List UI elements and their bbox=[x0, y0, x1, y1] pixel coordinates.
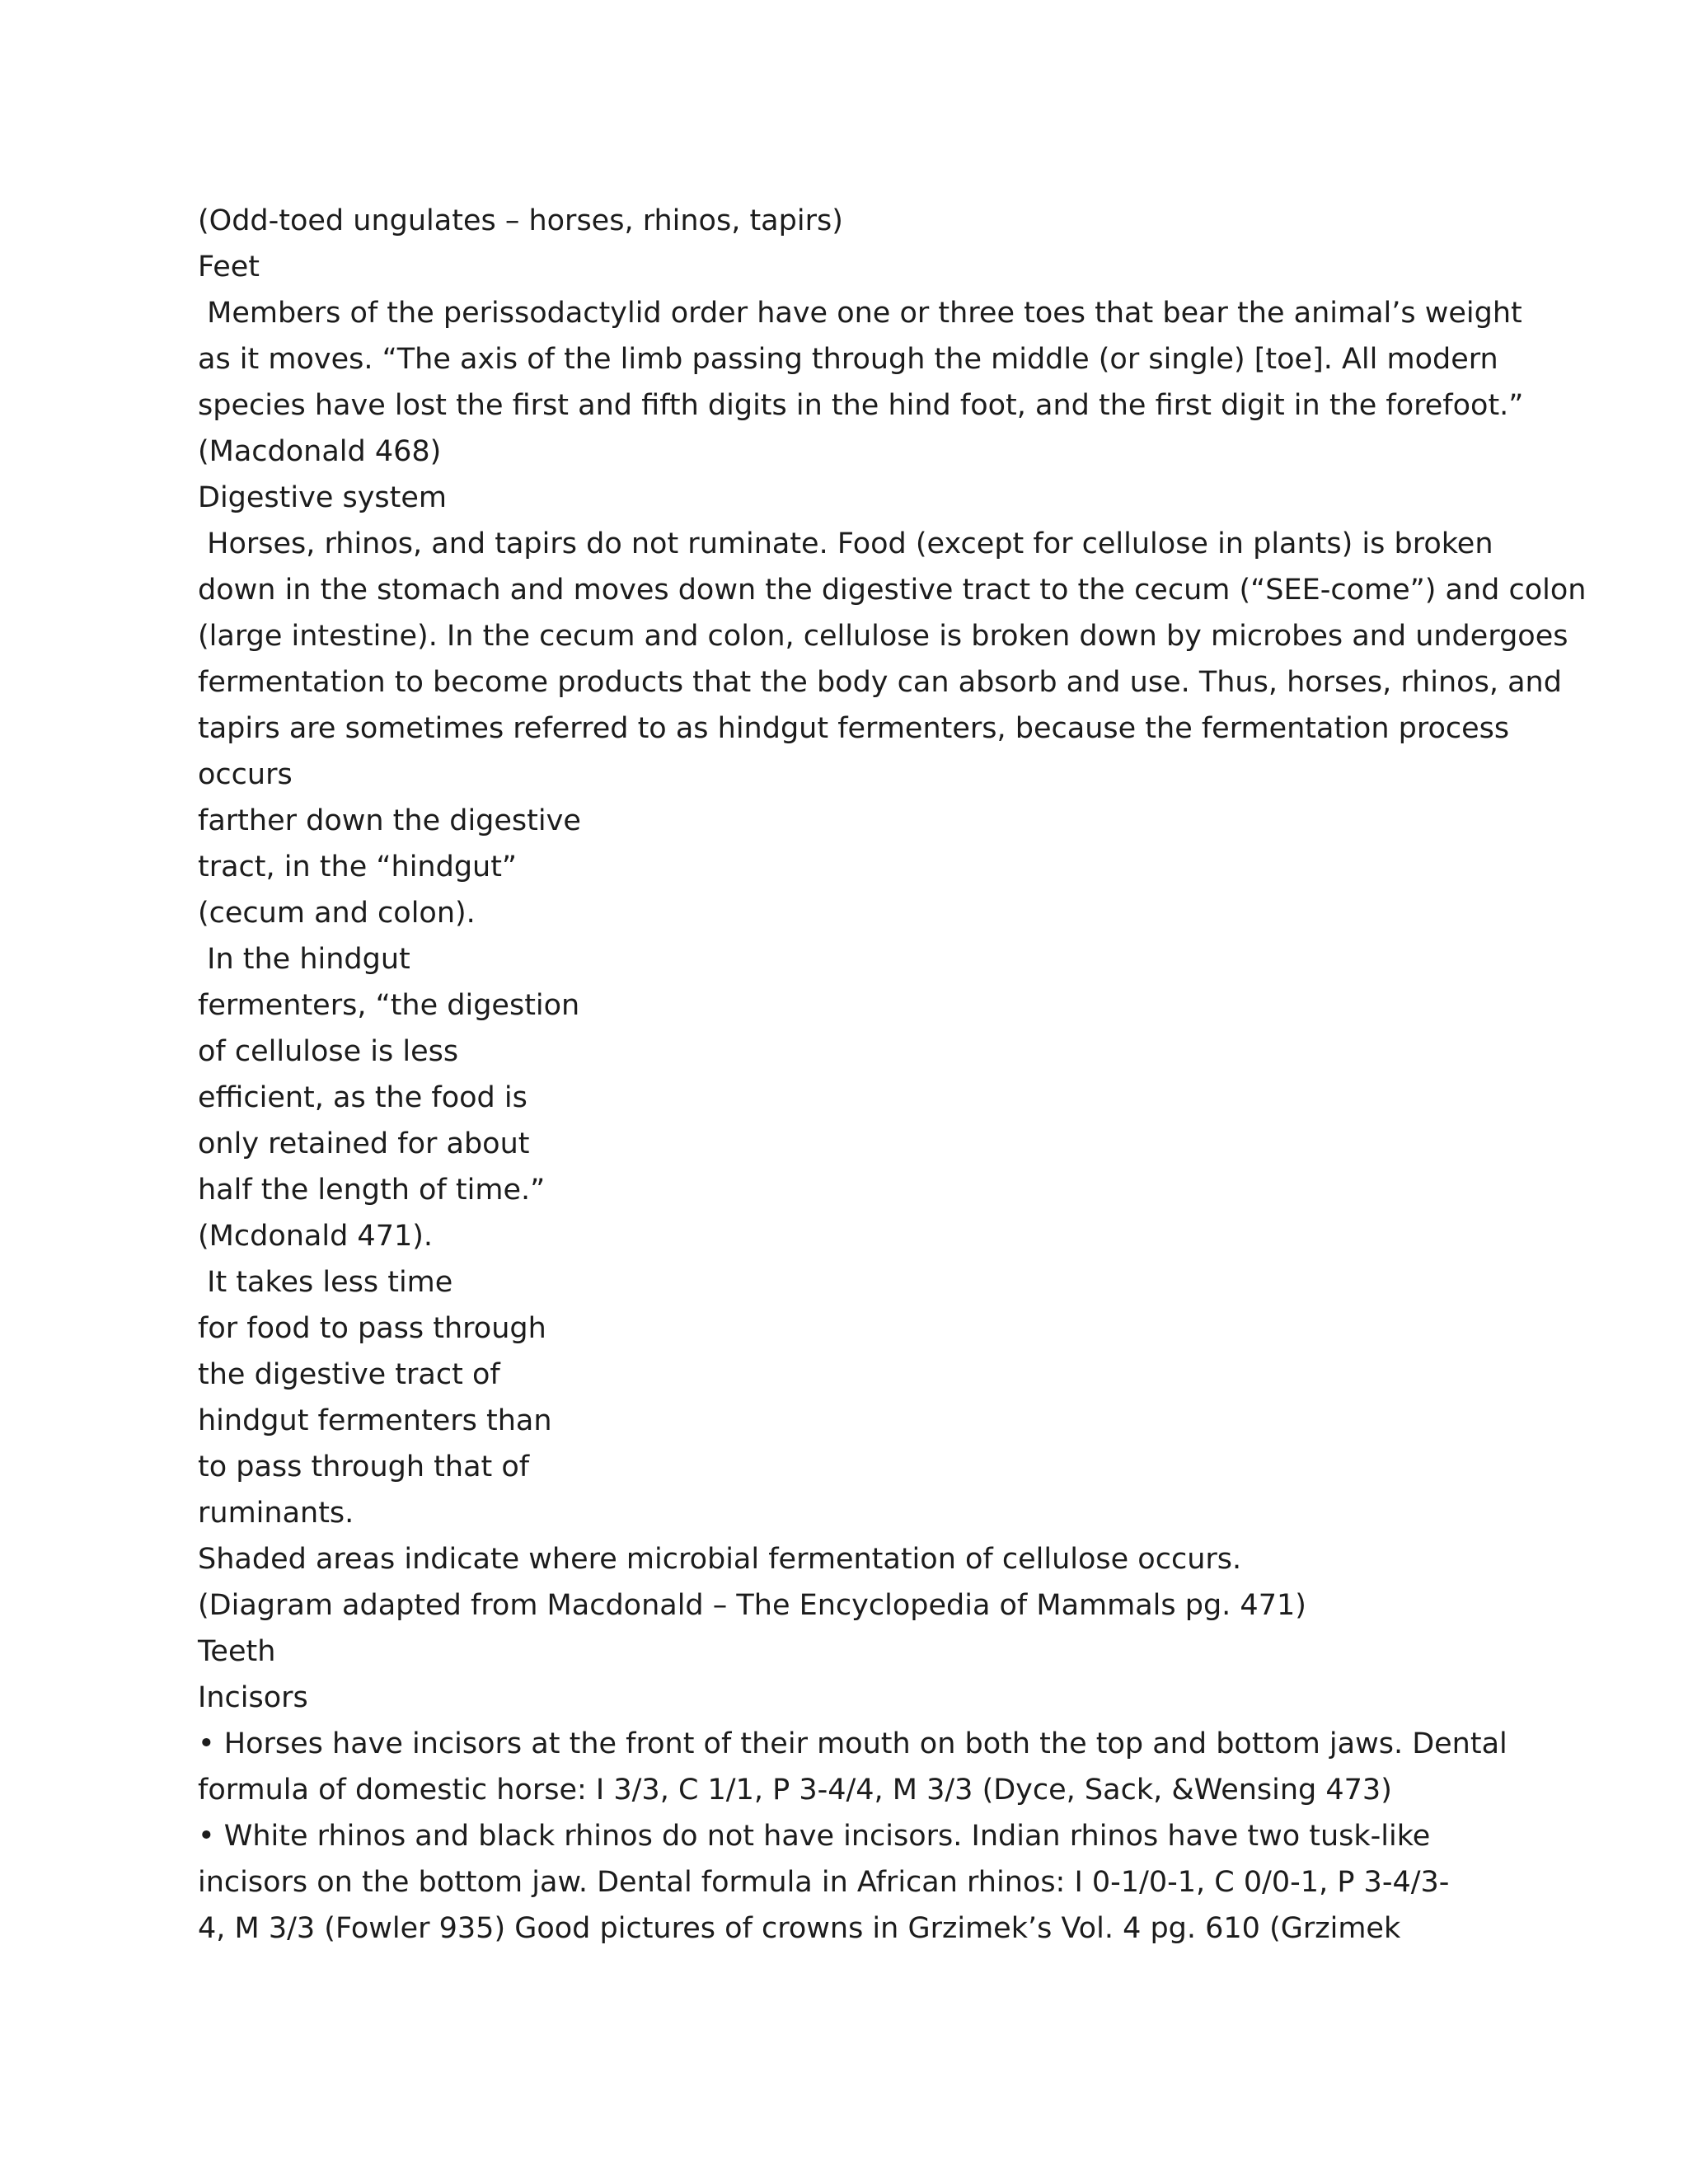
text-line: half the length of time.” bbox=[198, 1174, 546, 1207]
text-line: (Diagram adapted from Macdonald – The Encyclopedia of Mammals pg. 471) bbox=[198, 1589, 1306, 1622]
text-line: (large intestine). In the cecum and colon, cellulose is broken down by microbes and undergoes bbox=[198, 620, 1568, 653]
text-line: tract, in the “hindgut” bbox=[198, 851, 518, 883]
text-line: fermentation to become products that the body can absorb and use. Thus, horses, rhinos, and bbox=[198, 666, 1562, 699]
text-line: (Macdonald 468) bbox=[198, 435, 442, 468]
text-line: It takes less time bbox=[198, 1266, 453, 1299]
text-line: efficient, as the food is bbox=[198, 1081, 528, 1114]
text-line: Members of the perissodactylid order have one or three toes that bear the animal’s weight bbox=[198, 297, 1522, 330]
text-line: species have lost the first and fifth digits in the hind foot, and the first digit in the forefoot.” bbox=[198, 389, 1524, 422]
text-line: Incisors bbox=[198, 1681, 308, 1714]
text-line: • White rhinos and black rhinos do not have incisors. Indian rhinos have two tusk-like bbox=[198, 1820, 1431, 1853]
text-line: only retained for about bbox=[198, 1127, 530, 1160]
text-line: Digestive system bbox=[198, 481, 448, 514]
text-line: Feet bbox=[198, 251, 260, 284]
text-line: formula of domestic horse: I 3/3, C 1/1, P 3-4/4, M 3/3 (Dyce, Sack, &Wensing 473) bbox=[198, 1774, 1392, 1807]
text-line: incisors on the bottom jaw. Dental formula in African rhinos: I 0-1/0-1, C 0/0-1, P 3-4/3- bbox=[198, 1866, 1450, 1899]
text-line: Horses, rhinos, and tapirs do not ruminate. Food (except for cellulose in plants) is broken bbox=[198, 527, 1493, 560]
document-text bbox=[198, 198, 1599, 1952]
text-line: (Mcdonald 471). bbox=[198, 1220, 434, 1253]
text-line: hindgut fermenters than bbox=[198, 1404, 552, 1437]
text-line: In the hindgut bbox=[198, 943, 410, 976]
text-line: tapirs are sometimes referred to as hindgut fermenters, because the fermentation process bbox=[198, 712, 1510, 745]
text-line: 4, M 3/3 (Fowler 935) Good pictures of crowns in Grzimek’s Vol. 4 pg. 610 (Grzimek bbox=[198, 1912, 1401, 1945]
text-line: Teeth bbox=[198, 1635, 276, 1668]
text-line: Shaded areas indicate where microbial fermentation of cellulose occurs. bbox=[198, 1543, 1242, 1576]
text-line: (cecum and colon). bbox=[198, 897, 476, 930]
text-line: for food to pass through bbox=[198, 1312, 546, 1345]
text-line: to pass through that of bbox=[198, 1451, 530, 1483]
text-line: • Horses have incisors at the front of their mouth on both the top and bottom jaws. Dental bbox=[198, 1727, 1507, 1760]
text-line: farther down the digestive bbox=[198, 804, 581, 837]
text-line: fermenters, “the digestion bbox=[198, 989, 580, 1022]
text-line: as it moves. “The axis of the limb passing through the middle (or single) [toe]. All modern bbox=[198, 343, 1498, 376]
text-line: of cellulose is less bbox=[198, 1035, 459, 1068]
text-line: the digestive tract of bbox=[198, 1358, 500, 1391]
text-line: ruminants. bbox=[198, 1497, 354, 1530]
text-line: (Odd-toed ungulates – horses, rhinos, tapirs) bbox=[198, 204, 843, 237]
text-line: down in the stomach and moves down the digestive tract to the cecum (“SEE-come”) and colon bbox=[198, 574, 1587, 607]
text-line: occurs bbox=[198, 758, 293, 791]
